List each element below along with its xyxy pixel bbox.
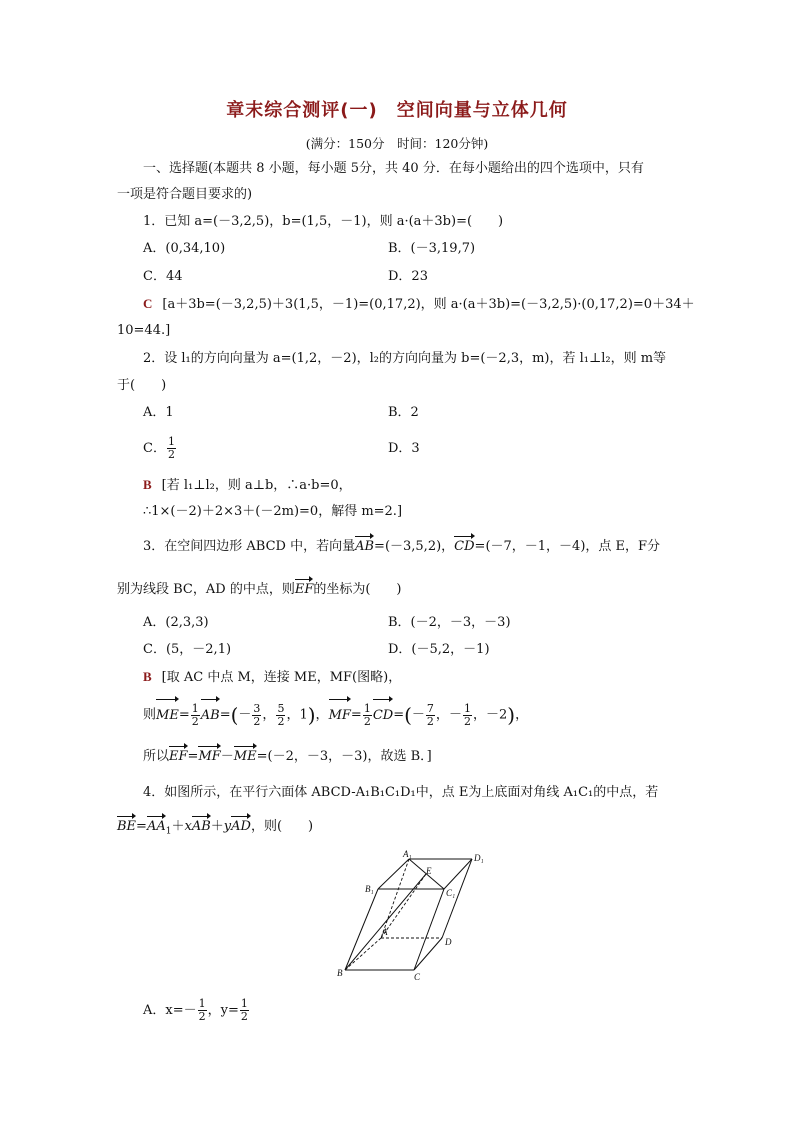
page-subtitle: (满分：150分 时间：120分钟) — [305, 136, 489, 151]
vector-cd: CD — [454, 539, 475, 554]
fraction: $\frac{1}{2}$ — [363, 701, 371, 728]
q2-option-a[interactable]: A．1 — [143, 405, 174, 420]
page-title: 章末综合测评(一) 空间向量与立体几何 — [226, 100, 568, 121]
vector-ab: AB — [201, 701, 220, 731]
q1-sol-text: [a＋3b=(－3,2,5)＋3(1,5，－1)=(0,17,2)，则 a·(a＋3b)=(－3,2,5)·(0,17,2)=0＋34＋ — [162, 297, 695, 312]
q3-solution-1 — [143, 668, 401, 687]
section-line-2: 一项是符合题目要求的) — [117, 187, 253, 202]
q1-option-c[interactable]: C．44 — [143, 269, 183, 284]
vector-mf: MF — [198, 749, 221, 764]
q1-option-d[interactable]: D．23 — [388, 269, 428, 284]
label-c: C — [414, 972, 421, 982]
label-c1: C₁ — [446, 888, 456, 898]
vector-me: ME — [233, 749, 257, 764]
fraction: $\frac{7}{2}$ — [426, 701, 434, 728]
q3-sol-text: [取 AC 中点 M，连接 ME，MF(图略)， — [161, 670, 402, 685]
vector-me: ME — [156, 701, 179, 731]
q3-option-b[interactable]: B．(－2，－3，－3) — [388, 615, 511, 630]
q1-stem: 1．已知 a=(－3,2,5)，b=(1,5，－1)，则 a·(a＋3b)=( ) — [143, 214, 504, 229]
q3-stem-2: 别为线段 BC，AD 的中点，则EF的坐标为( ) — [117, 582, 402, 597]
parallelepiped-figure — [330, 849, 484, 985]
label-a: A — [382, 927, 388, 937]
q2-option-d[interactable]: D．3 — [388, 441, 420, 456]
vector-ad: AD — [231, 819, 251, 834]
q1-answer: C — [143, 296, 153, 311]
q2-answer: B — [143, 477, 152, 492]
q1-solution-1 — [143, 295, 695, 314]
q2-solution-2: ∴1×(－2)＋2×3＋(－2m)=0，解得 m=2.] — [143, 504, 403, 519]
vector-ef: EF — [169, 749, 188, 764]
q3-solution-2: 则ME= $\frac{1}{2}$ AB=(－ $\frac{3}{2}$ ， $\frac{5}{2}$ ，1)，MF= $\frac{1}{2}$ CD=(－ $\frac{7}{2}$ ，－ $\frac{1}{2}$ ，－2)， — [143, 700, 528, 731]
vector-ef: EF — [294, 582, 314, 597]
q2-stem-2: 于( ) — [117, 378, 167, 393]
fraction: $\frac{5}{2}$ — [277, 701, 285, 728]
fraction: $\frac{1}{2}$ — [240, 997, 248, 1023]
label-b: B — [337, 968, 343, 978]
q2-sol-text: [若 l₁⊥l₂，则 a⊥b，∴a·b=0， — [161, 478, 352, 493]
label-d: D — [445, 937, 452, 947]
q3-option-c[interactable]: C．(5，－2,1) — [143, 642, 232, 657]
q3-option-d[interactable]: D．(－5,2，－1) — [388, 642, 490, 657]
q1-solution-2: 10=44.] — [117, 323, 171, 338]
label-b1: B₁ — [365, 884, 374, 894]
q1-option-b[interactable]: B．(－3,19,7) — [388, 241, 476, 256]
q2-solution-1 — [143, 476, 352, 495]
label-a1: A₁ — [403, 849, 412, 859]
vector-be: BE — [117, 819, 137, 834]
q2-optc-label: C． — [143, 441, 166, 456]
q3-option-a[interactable]: A．(2,3,3) — [143, 615, 209, 630]
vector-ab: AB — [355, 539, 375, 554]
fraction: $\frac{1}{2}$ — [463, 701, 471, 728]
vector-mf: MF — [329, 701, 351, 731]
vector-cd: CD — [373, 701, 393, 731]
q2-stem-1: 2．设 l₁的方向向量为 a=(1,2，－2)，l₂的方向向量为 b=(－2,3，m)，若 l₁⊥l₂，则 m等 — [143, 351, 667, 366]
label-d1: D₁ — [474, 853, 484, 863]
q4-stem-2: $BE=AA_1+xAB+yAD$，则( ) — [117, 819, 314, 837]
vector-aa1: AA — [146, 819, 166, 834]
q3-answer: B — [143, 669, 152, 684]
fraction: $\frac{1}{2}$ — [191, 701, 199, 728]
fraction: $\frac{1}{2}$ — [167, 435, 175, 461]
fraction: $\frac{3}{2}$ — [253, 701, 261, 728]
vector-ab: AB — [191, 819, 211, 834]
q2-option-c[interactable] — [143, 434, 177, 464]
q3-stem-1: 3．在空间四边形 ABCD 中，若向量AB=(－3,5,2)，CD=(－7，－1，－4)，点 E，F分 — [143, 539, 661, 554]
q4-option-a[interactable]: A．x=－ $\frac{1}{2}$ ，y= $\frac{1}{2}$ — [143, 997, 248, 1023]
q4-stem-1: 4．如图所示，在平行六面体 ABCD-A₁B₁C₁D₁中，点 E为上底面对角线 A₁C₁的中点，若 — [143, 785, 659, 800]
label-e: E — [426, 866, 432, 876]
section-line-1: 一、选择题(本题共 8 小题，每小题 5分，共 40 分．在每小题给出的四个选项中，只有 — [143, 161, 644, 176]
q2-option-b[interactable]: B．2 — [388, 405, 419, 420]
fraction: $\frac{1}{2}$ — [198, 997, 206, 1023]
q1-option-a[interactable]: A．(0,34,10) — [143, 241, 226, 256]
q3-solution-3: 所以EF=MF－ME=(－2，－3，－3)，故选 B．] — [143, 749, 432, 764]
